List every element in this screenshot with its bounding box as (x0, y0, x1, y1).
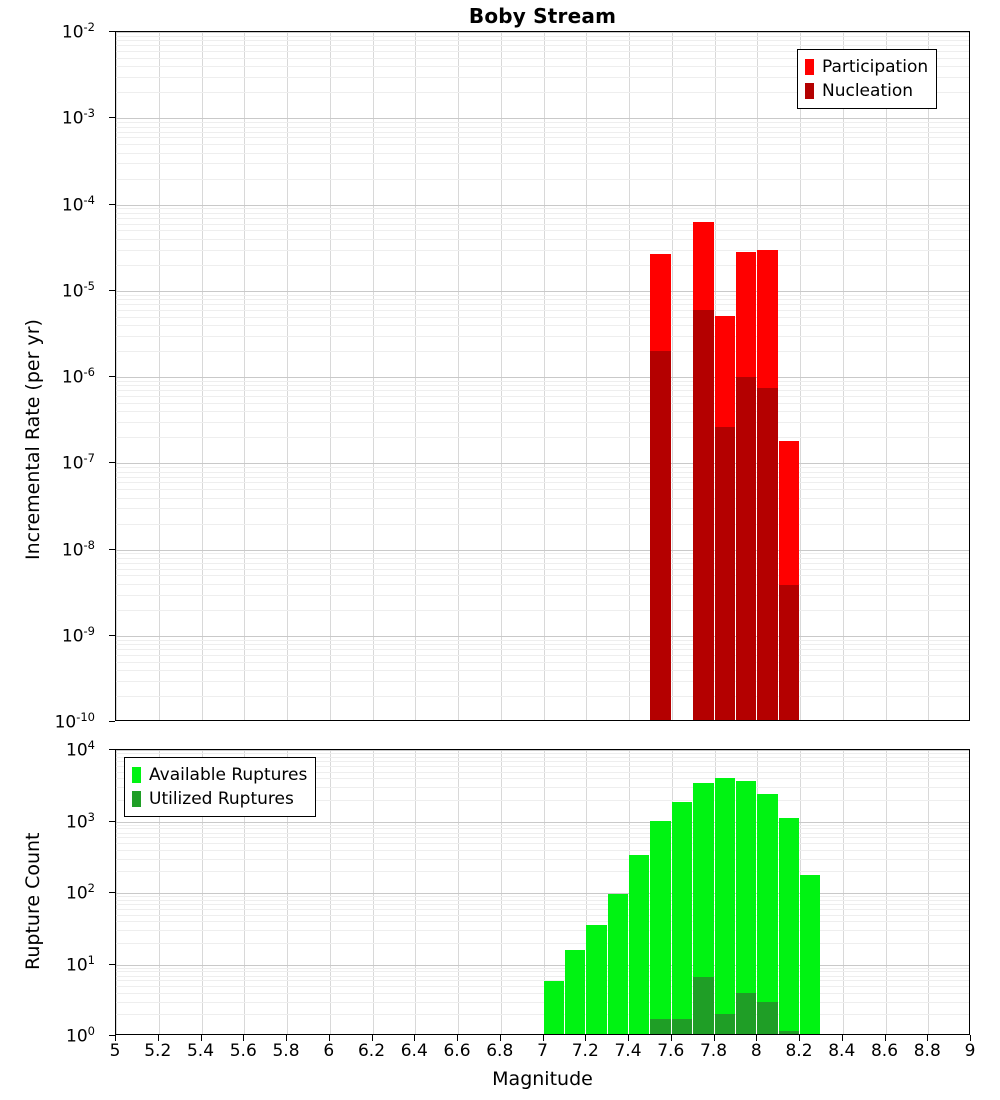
y-tick-text: $10^{-4}$ (61, 192, 95, 216)
bar-utilized-ruptures (736, 993, 756, 1034)
bar-nucleation (779, 585, 799, 720)
bar-available-ruptures (650, 821, 670, 1034)
x-tick-label: 5.8 (272, 1041, 300, 1061)
y-tick-mark (109, 31, 115, 32)
x-tick-mark (671, 1035, 672, 1041)
x-tick-label: 7.4 (614, 1041, 642, 1061)
legend-swatch-icon (805, 59, 814, 75)
y-tick-text: $10^0$ (66, 1024, 95, 1047)
bar-utilized-ruptures (757, 1002, 777, 1034)
y-tick-text: $10^{-3}$ (61, 106, 95, 129)
y-tick-text: $10^2$ (66, 881, 95, 904)
bar-nucleation (757, 388, 777, 720)
x-tick-mark (543, 1035, 544, 1041)
bar-available-ruptures (586, 925, 606, 1034)
legend-label: Utilized Ruptures (149, 789, 294, 809)
x-tick-mark (286, 1035, 287, 1041)
legend-bottom-entry (132, 763, 307, 787)
bar-nucleation (715, 427, 735, 720)
legend-label: Available Ruptures (149, 765, 308, 785)
y-tick-text: $10^{-8}$ (61, 537, 95, 561)
bar-available-ruptures (800, 875, 820, 1034)
y-axis-label-bottom: Rupture Count (22, 832, 44, 970)
x-tick-mark (799, 1035, 800, 1041)
x-tick-mark (756, 1035, 757, 1041)
y-tick-mark (109, 376, 115, 377)
x-tick-label: 8 (750, 1041, 762, 1061)
y-tick-mark (109, 117, 115, 118)
x-tick-mark (201, 1035, 202, 1041)
x-tick-label: 8.8 (913, 1041, 941, 1061)
bar-nucleation (736, 377, 756, 720)
legend-label: Nucleation (822, 81, 914, 101)
legend-label: Participation (822, 57, 929, 77)
x-axis-label: Magnitude (492, 1068, 593, 1090)
x-tick-label: 7.2 (571, 1041, 599, 1061)
y-tick-text: $10^1$ (66, 952, 95, 976)
x-tick-mark (457, 1035, 458, 1041)
x-tick-label: 9 (964, 1041, 976, 1061)
x-tick-mark (329, 1035, 330, 1041)
legend-swatch-icon (805, 83, 814, 99)
legend-top-entry (805, 55, 928, 79)
bar-available-ruptures (757, 794, 777, 1034)
legend-bottom-entry (132, 787, 307, 811)
bar-utilized-ruptures (779, 1031, 799, 1034)
x-tick-mark (158, 1035, 159, 1041)
bar-nucleation (693, 310, 713, 720)
bar-utilized-ruptures (650, 1019, 670, 1034)
bar-nucleation (650, 351, 670, 720)
x-tick-mark (115, 1035, 116, 1041)
x-tick-mark (842, 1035, 843, 1041)
y-tick-mark (109, 821, 115, 822)
x-tick-label: 6 (323, 1041, 335, 1061)
x-tick-mark (927, 1035, 928, 1041)
x-tick-label: 6.6 (443, 1041, 471, 1061)
y-tick-text: $10^{-6}$ (61, 365, 95, 388)
bar-available-ruptures (715, 778, 735, 1034)
y-tick-mark (109, 462, 115, 463)
x-tick-mark (628, 1035, 629, 1041)
x-tick-label: 7 (537, 1041, 548, 1061)
bar-utilized-ruptures (715, 1014, 735, 1034)
x-tick-label: 8.6 (870, 1041, 899, 1061)
x-tick-mark (243, 1035, 244, 1041)
y-tick-text: $10^{-5}$ (61, 278, 95, 302)
y-tick-text: $10^{-7}$ (61, 451, 95, 474)
y-tick-text: $10^{-9}$ (61, 623, 95, 647)
bar-available-ruptures (629, 855, 649, 1034)
x-tick-label: 5.6 (229, 1041, 257, 1061)
x-tick-label: 6.4 (400, 1041, 428, 1061)
x-tick-mark (585, 1035, 586, 1041)
y-tick-mark (109, 204, 115, 205)
x-tick-label: 8.4 (828, 1041, 856, 1061)
x-tick-mark (970, 1035, 971, 1041)
legend-bottom (124, 757, 316, 817)
x-tick-mark (372, 1035, 373, 1041)
incremental-rate-plot (115, 31, 970, 721)
x-tick-label: 6.2 (357, 1041, 386, 1061)
legend-top-entry (805, 79, 928, 103)
bar-available-ruptures (565, 950, 585, 1034)
y-tick-mark (109, 892, 115, 893)
y-tick-mark (109, 721, 115, 722)
y-tick-mark (109, 549, 115, 550)
bar-available-ruptures (672, 802, 692, 1034)
chart-title: Boby Stream (468, 4, 617, 28)
x-tick-label: 7.8 (699, 1041, 728, 1061)
bars-top (116, 32, 969, 720)
x-tick-label: 7.6 (657, 1041, 685, 1061)
y-tick-text: $10^{-10}$ (54, 710, 95, 733)
bar-available-ruptures (608, 894, 628, 1034)
bar-available-ruptures (779, 818, 799, 1034)
legend-top (797, 49, 937, 109)
x-tick-mark (414, 1035, 415, 1041)
x-tick-mark (500, 1035, 501, 1041)
y-tick-text: $10^3$ (66, 809, 95, 833)
y-tick-mark (109, 635, 115, 636)
y-tick-text: $10^{-2}$ (61, 20, 95, 43)
y-tick-mark (109, 964, 115, 965)
legend-swatch-icon (132, 767, 141, 783)
y-tick-mark (109, 749, 115, 750)
y-axis-label-top: Incremental Rate (per yr) (22, 319, 44, 560)
x-tick-mark (714, 1035, 715, 1041)
x-tick-label: 6.8 (486, 1041, 514, 1061)
bar-utilized-ruptures (693, 977, 713, 1034)
legend-swatch-icon (132, 791, 141, 807)
x-tick-label: 8.2 (785, 1041, 813, 1061)
y-tick-mark (109, 290, 115, 291)
bar-utilized-ruptures (672, 1019, 692, 1034)
bar-available-ruptures (544, 981, 564, 1034)
x-tick-mark (885, 1035, 886, 1041)
x-tick-label: 5.4 (186, 1041, 215, 1061)
y-tick-text: $10^4$ (66, 738, 95, 761)
x-tick-label: 5 (109, 1041, 121, 1061)
x-tick-label: 5.2 (144, 1041, 172, 1061)
